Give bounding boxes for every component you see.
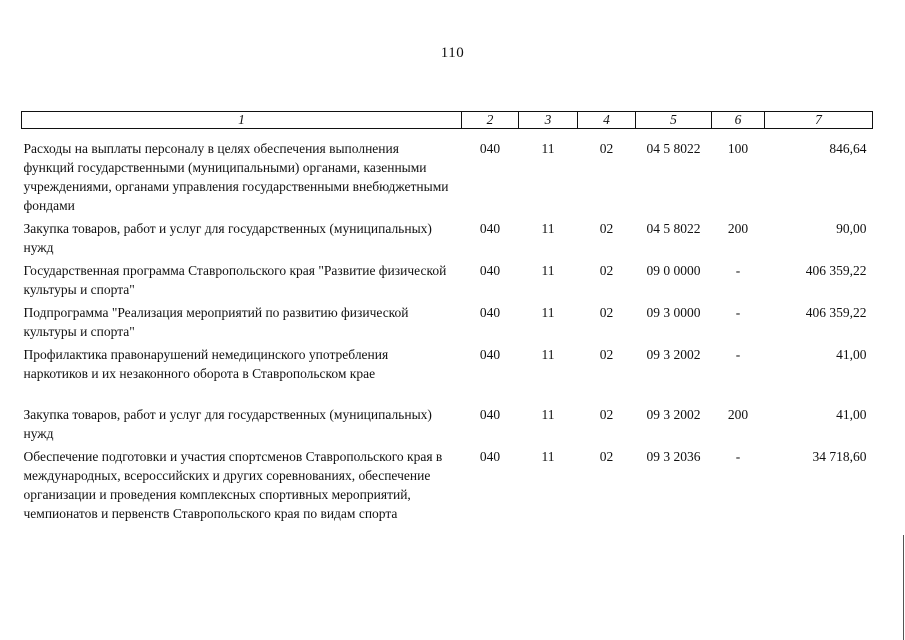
table-row xyxy=(22,261,873,303)
row-col-3: 11 xyxy=(541,347,555,362)
row-col-5: 09 0 0000 xyxy=(646,263,701,278)
row-col-4: 02 xyxy=(599,263,614,278)
header-col-4: 4 xyxy=(578,112,636,129)
row-col-2: 040 xyxy=(479,263,501,278)
row-col-4: 02 xyxy=(599,407,614,422)
row-col-2: 040 xyxy=(479,449,501,464)
budget-table xyxy=(21,111,873,523)
row-col-3: 11 xyxy=(541,305,555,320)
row-col-3: 11 xyxy=(541,407,555,422)
table-header-row xyxy=(22,112,873,129)
row-col-6: - xyxy=(735,263,741,278)
row-col-4: 02 xyxy=(599,347,614,362)
row-col-7: 406 359,22 xyxy=(805,305,867,320)
row-col-3: 11 xyxy=(541,221,555,236)
row-col-3: 11 xyxy=(541,141,555,156)
row-name: Подпрограмма "Реализация мероприятий по развитию физической культуры и спорта" xyxy=(23,305,409,339)
row-name: Государственная программа Ставропольского края "Развитие физической культуры и спорта" xyxy=(23,263,447,297)
row-col-2: 040 xyxy=(479,347,501,362)
row-col-7: 41,00 xyxy=(836,347,867,362)
row-col-7: 846,64 xyxy=(829,141,867,156)
row-col-6: - xyxy=(735,305,741,320)
row-col-7: 406 359,22 xyxy=(805,263,867,278)
header-col-3: 3 xyxy=(519,112,578,129)
row-col-7: 90,00 xyxy=(836,221,867,236)
row-col-7: 41,00 xyxy=(836,407,867,422)
row-col-5: 04 5 8022 xyxy=(646,221,701,236)
row-col-4: 02 xyxy=(599,449,614,464)
row-col-3: 11 xyxy=(541,449,555,464)
table-row xyxy=(22,139,873,219)
row-col-5: 04 5 8022 xyxy=(646,141,701,156)
table-row xyxy=(22,303,873,345)
row-col-4: 02 xyxy=(599,221,614,236)
header-col-5: 5 xyxy=(636,112,712,129)
table-row xyxy=(22,405,873,447)
header-col-2: 2 xyxy=(462,112,519,129)
scan-margin-line xyxy=(903,535,904,640)
row-col-6: 100 xyxy=(727,141,749,156)
table-row xyxy=(22,345,873,405)
row-col-2: 040 xyxy=(479,221,501,236)
table-spacer xyxy=(22,129,873,140)
row-name: Расходы на выплаты персоналу в целях обеспечения выполнения функций государственными (муниципальными) органами, казенными учреждениями, органами управления государственными внебюджетными фондами xyxy=(23,141,449,213)
row-col-5: 09 3 0000 xyxy=(646,305,701,320)
row-col-7: 34 718,60 xyxy=(812,449,867,464)
row-col-5: 09 3 2002 xyxy=(646,407,701,422)
row-col-2: 040 xyxy=(479,407,501,422)
row-col-4: 02 xyxy=(599,141,614,156)
row-name: Обеспечение подготовки и участия спортсменов Ставропольского края в международных, всероссийских и других соревнованиях, обеспечение организации и проведения комплексных спортивных мероприятий, чемпионатов и первенств Ставропольского края по видам спорта xyxy=(23,449,443,521)
row-col-5: 09 3 2036 xyxy=(646,449,701,464)
row-col-6: 200 xyxy=(727,221,749,236)
header-col-6: 6 xyxy=(712,112,765,129)
row-col-6: - xyxy=(735,449,741,464)
row-name: Профилактика правонарушений немедицинского употребления наркотиков и их незаконного оборота в Ставропольском крае xyxy=(23,347,389,381)
row-col-2: 040 xyxy=(479,141,501,156)
row-col-6: - xyxy=(735,347,741,362)
page-number: 110 xyxy=(440,45,465,61)
row-col-4: 02 xyxy=(599,305,614,320)
table-row xyxy=(22,447,873,523)
row-col-2: 040 xyxy=(479,305,501,320)
row-col-3: 11 xyxy=(541,263,555,278)
row-name: Закупка товаров, работ и услуг для государственных (муниципальных) нужд xyxy=(23,407,432,441)
row-col-6: 200 xyxy=(727,407,749,422)
row-col-5: 09 3 2002 xyxy=(646,347,701,362)
header-col-1: 1 xyxy=(22,112,462,129)
table-row xyxy=(22,219,873,261)
row-name: Закупка товаров, работ и услуг для государственных (муниципальных) нужд xyxy=(23,221,432,255)
header-col-7: 7 xyxy=(765,112,873,129)
